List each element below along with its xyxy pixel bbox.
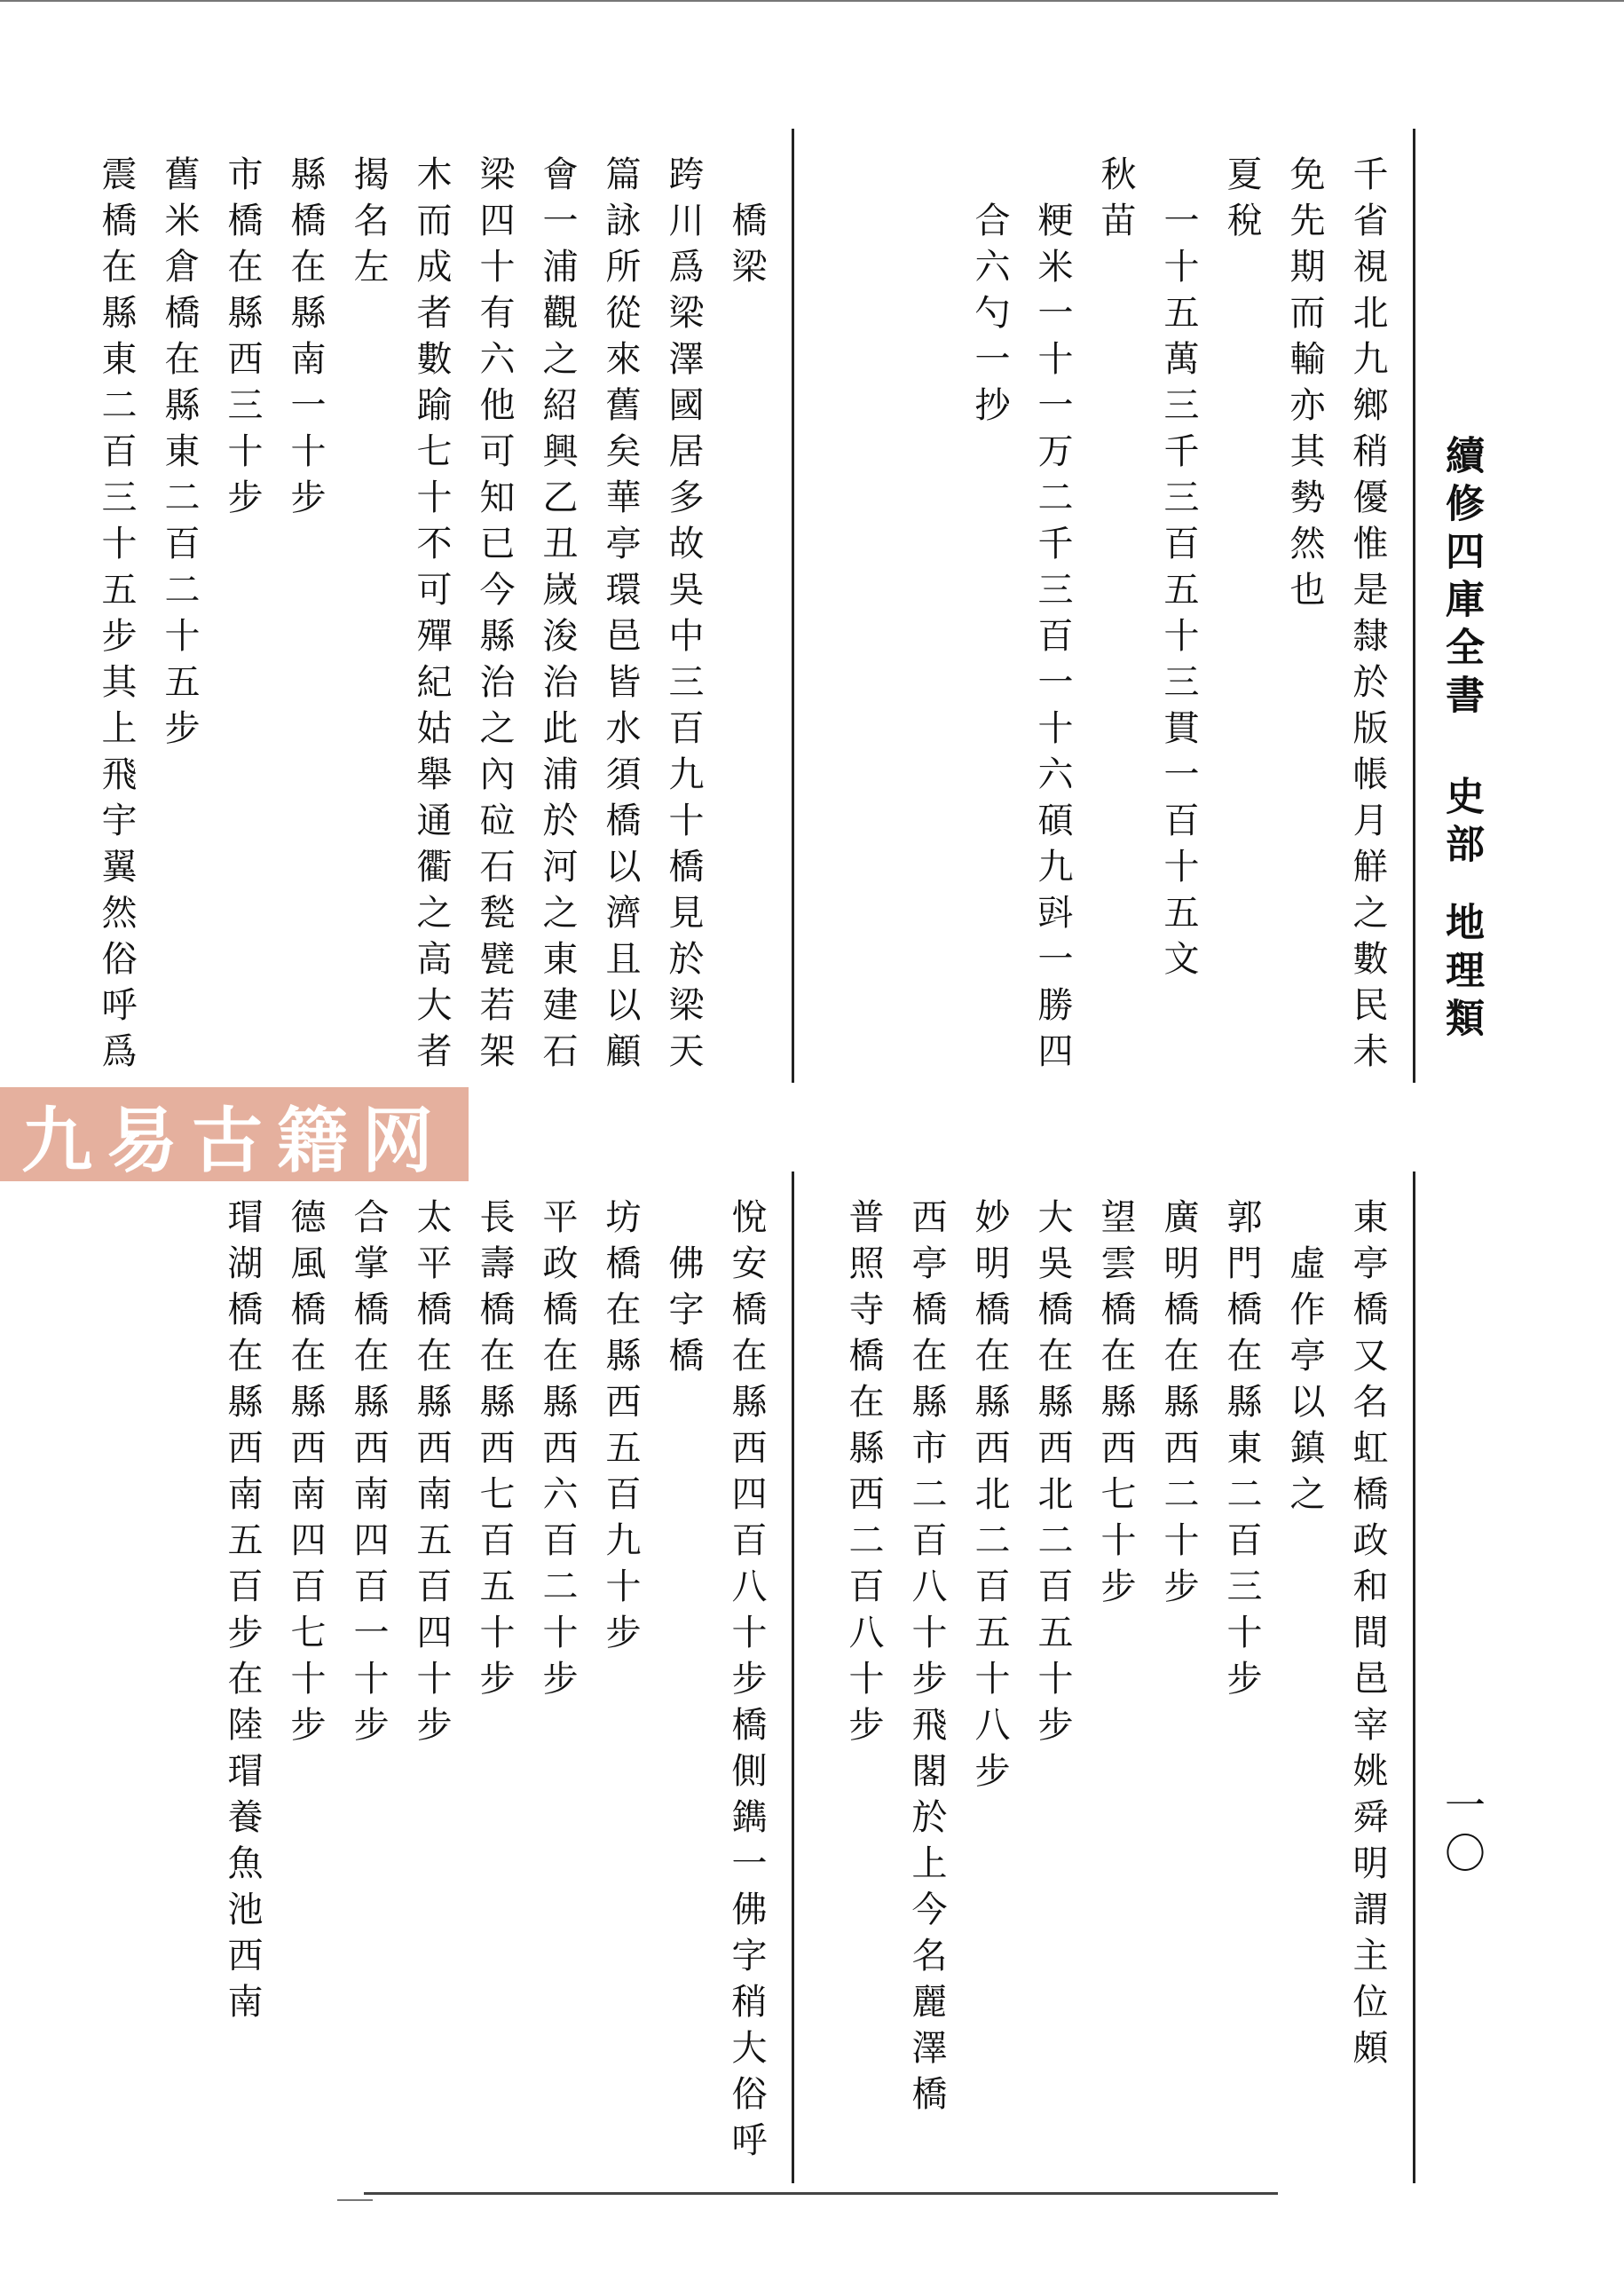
text-column: 夏稅 [1221, 155, 1262, 248]
text-column: 震橋在縣東二百三十五步其上飛宇翼然俗呼爲 [96, 155, 137, 1078]
running-header [1436, 435, 1486, 1045]
text-column: 縣橋在縣南一十步 [285, 155, 326, 525]
bottom-rule [364, 2192, 1278, 2195]
border-rule [792, 1172, 794, 2183]
text-block-top-right [812, 129, 1415, 1083]
text-column: 一十五萬三千三百五十三貫一百十五文 [1158, 201, 1199, 986]
text-column: 會一浦觀之紹興乙丑嵗浚治此浦於河之東建石 [537, 155, 578, 1078]
scan-edge-top [0, 0, 1624, 2]
text-column: 合掌橋在縣西南四百一十步 [348, 1198, 389, 1752]
text-column: 東亭橋又名虹橋政和間邑宰姚舜明謂主位頗 [1347, 1198, 1388, 2075]
book-title: 續修四庫全書 [1439, 435, 1484, 722]
text-column: 梁四十有六他可知已今縣治之內砬石甃甓若架 [474, 155, 515, 1078]
text-column: 舊米倉橋在縣東二百二十五步 [159, 155, 200, 755]
watermark-banner: 九易古籍网 [0, 1087, 469, 1181]
text-column: 瑁湖橋在縣西南五百步在陸瑁養魚池西南 [222, 1198, 263, 2029]
text-column: 篇詠所從來舊矣華亭環邑皆水須橋以濟且以顧 [600, 155, 641, 1078]
text-column: 橋梁 [726, 201, 767, 294]
text-column: 望雲橋在縣西七十步 [1095, 1198, 1136, 1613]
text-column: 虛作亭以鎮之 [1284, 1244, 1325, 1521]
text-column: 合六勺一抄 [969, 201, 1010, 432]
text-column: 普照寺橋在縣西二百八十步 [843, 1198, 884, 1752]
category-label: 地理類 [1439, 902, 1484, 1045]
text-column: 跨川爲梁澤國居多故吳中三百九十橋見於梁天 [663, 155, 704, 1078]
text-column: 太平橋在縣西南五百四十步 [411, 1198, 452, 1752]
section-label: 史部 [1439, 776, 1484, 872]
text-block-bottom-left [191, 1172, 794, 2183]
border-rule [1413, 129, 1415, 1083]
text-column: 秋苗 [1095, 155, 1136, 248]
column-group [963, 155, 1394, 1078]
border-rule [792, 129, 794, 1083]
text-column: 德風橋在縣西南四百七十步 [285, 1198, 326, 1752]
border-rule [1413, 1172, 1415, 2183]
text-column: 揭名左 [348, 155, 389, 294]
column-group [90, 155, 773, 1078]
text-column: 平政橋在縣西六百二十步 [537, 1198, 578, 1706]
text-column: 佛字橋 [663, 1244, 704, 1383]
text-column: 木而成者數踰七十不可殫紀姑舉通衢之高大者 [411, 155, 452, 1078]
bottom-rule-fragment [337, 2199, 373, 2201]
text-column: 免先期而輸亦其勢然也 [1284, 155, 1325, 617]
column-group [837, 1198, 1394, 2174]
text-column: 大吳橋在縣西北二百五十步 [1032, 1198, 1073, 1752]
text-column: 千省視北九鄉稍優惟是隸於版帳月觧之數民未 [1347, 155, 1388, 1078]
text-block-top-left [96, 129, 794, 1083]
column-group [216, 1198, 773, 2174]
text-column: 粳米一十一万二千三百一十六碩九㪷一勝四 [1032, 201, 1073, 1078]
text-column: 悅安橋在縣西四百八十步橋側鐫一佛字稍大俗呼 [726, 1198, 767, 2167]
text-block-bottom-right [812, 1172, 1415, 2183]
text-column: 長壽橋在縣西七百五十步 [474, 1198, 515, 1706]
text-column: 妙明橋在縣西北二百五十八步 [969, 1198, 1010, 1798]
text-column: 坊橋在縣西五百九十步 [600, 1198, 641, 1660]
text-column: 市橋在縣西三十步 [222, 155, 263, 525]
text-column: 廣明橋在縣西二十步 [1158, 1198, 1199, 1613]
page-number: 一〇 [1439, 1784, 1486, 1880]
text-column: 西亭橋在縣市二百八十步飛閣於上今名麗澤橋 [906, 1198, 947, 2121]
text-column: 郭門橋在縣東二百三十步 [1221, 1198, 1262, 1706]
